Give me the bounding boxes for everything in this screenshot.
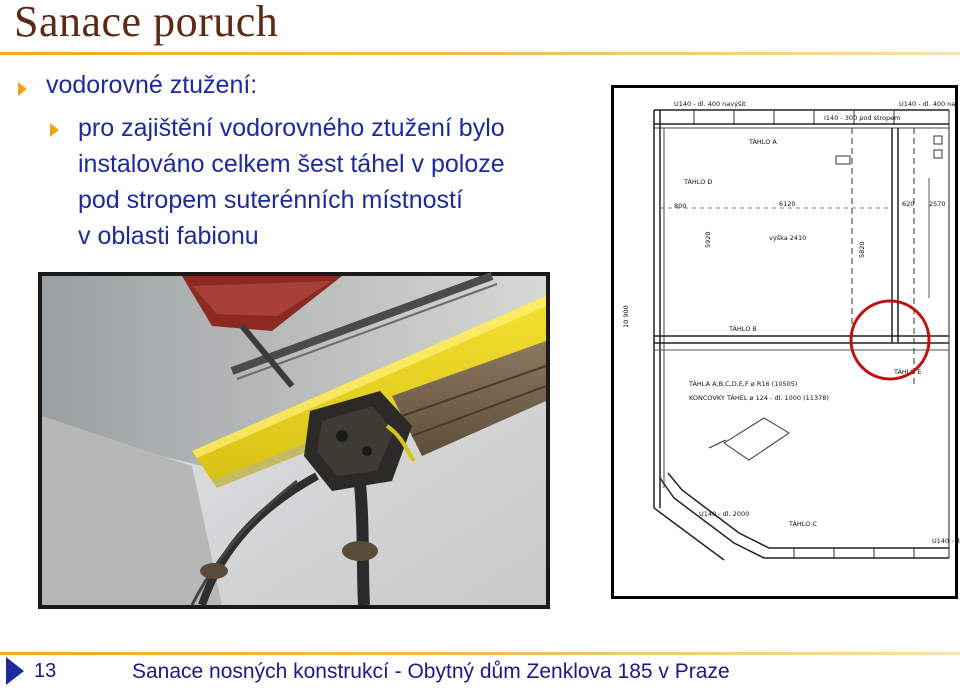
floor-plan-drawing [614,88,960,596]
drawing-note: výška 2410 [769,234,807,242]
tie-rod-photo [38,272,550,609]
footer-caption: Sanace nosných konstrukcí - Obytný dům Zenklova 185 v Praze [132,660,730,683]
drawing-note: KONCOVKY TÁHEL ø 124 - dl. 1000 (11378) [689,394,829,402]
drawing-label-tahlo-d: TÁHLO D [684,178,713,186]
footer-rule [0,652,960,655]
bullet-line: pod stropem suterénních místností [78,186,463,214]
drawing-label-tahlo-e: TÁHLO E [894,368,922,376]
bullet-arrow-icon [50,123,59,137]
bullet-level2 [78,110,598,254]
drawing-note: U140 - dl. 400 navýšit [674,100,746,108]
drawing-dim: 800 [674,202,687,210]
bullet-line: instalováno celkem šest táhel v poloze [78,150,505,178]
drawing-label-tahlo-c: TÁHLO C [789,520,817,528]
drawing-note: U140 - d [932,537,960,545]
page-number: 13 [34,660,57,682]
drawing-dim: 10 900 [622,305,630,328]
bullet-arrow-icon [18,82,27,96]
drawing-note: U140 - dl. 400 na [899,100,956,108]
drawing-note: I140 - 300 pod stropem [824,114,901,122]
drawing-dim: 5920 [704,231,712,248]
drawing-dim: 5820 [858,241,866,258]
drawing-dim: 6120 [779,200,796,208]
drawing-note: U140 - dl. 2000 [699,510,750,518]
technical-drawing [611,85,958,599]
tie-rod-photo-illustration [42,276,546,605]
footer-arrow-icon [6,657,24,685]
highlight-circle [851,301,929,379]
drawing-label-tahlo-b: TÁHLO B [729,325,757,333]
drawing-dim: 620 [902,200,915,208]
title-underline [0,52,960,55]
drawing-label-tahlo-a: TÁHLO A [749,138,777,146]
bullet-line: v oblasti fabionu [78,222,259,250]
bullet-level1: vodorovné ztužení: [46,71,258,99]
slide-title: Sanace poruch [14,0,279,46]
bullet-line: pro zajištění vodorovného ztužení bylo [78,114,505,142]
drawing-note: TÁHLA A,B,C,D,E,F ø R16 (10505) [689,380,798,388]
drawing-dim: 2570 [929,200,946,208]
